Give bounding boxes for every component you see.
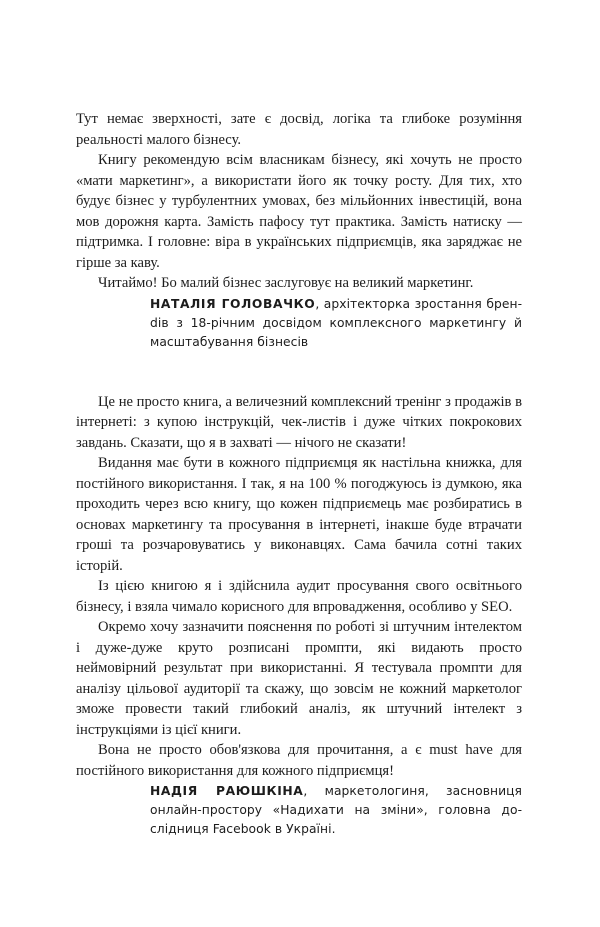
- review1-attribution: [150, 295, 522, 352]
- review2-paragraph-5: Вона не просто обов'язкова для прочитання, а є must have для постійного використання для кожного підприємця!: [76, 742, 522, 779]
- review1-author-name: НАТАЛІЯ ГОЛОВАЧКО: [150, 296, 316, 311]
- review2-paragraph-2: Видання має бути в кожного підприємця як настільна книжка, для постійного використання. І так, я на 100 % погоджуюсь із думкою, яка проходить через всю книгу, що кожен підприємець має розбиратись в основах маркетингу та просування в інтернеті, інакше буде втрачати гроші та розчаровуватись у виконавцях. Сама бачила сотні таких історій.: [76, 455, 522, 574]
- review2-attribution: [150, 782, 522, 839]
- review2-author-description: , маркетологиня, засновниця онлайн-простору «Надихати на зміни», головна дослідниця Facebook в Україні.: [150, 784, 523, 836]
- review2-paragraph-4: Окремо хочу зазначити пояснення по роботі зі штучним інтелектом і дуже-дуже круто розписані промпти, які видають просто неймовірний результат при використанні. Я тестувала промпти для аналізу цільової аудиторії та скажу, що зовсім не кожний маркетолог зможе провести такий глибокий аналіз, як штучний інтелект з інструкціями із цієї книги.: [76, 619, 522, 738]
- review2-paragraph-1: Це не просто книга, а величезний комплексний тренінг з продажів в інтернеті: з купою інструкцій, чек-листів і дуже чітких покрокових завдань. Сказати, що я в захваті — нічого не сказати!: [76, 393, 522, 451]
- text-column: [76, 109, 522, 839]
- review2-paragraph-3: Із цією книгою я і здійснила аудит просування свого освітнього бізнесу, і взяла чимало корисного для впровадження, особливо у SEO.: [76, 578, 522, 615]
- review1-author-description: , архітекторка зростання бренdів з 18-річним досвідом комплексного маркетингу й масштабування бізнесів: [150, 296, 522, 349]
- review1-paragraph-3: Читаймо! Бо малий бізнес заслуговує на великий маркетинг.: [98, 275, 474, 291]
- review-golovachko: [76, 109, 522, 352]
- review-rayushkina: [76, 392, 522, 840]
- review1-paragraph-1: Тут немає зверхності, зате є досвід, логіка та глибоке розуміння реальності малого бізнесу.: [76, 111, 522, 148]
- review2-author-name: НАДІЯ РАЮШКІНА: [150, 784, 304, 798]
- section-spacer: [76, 352, 522, 392]
- review1-paragraph-2: Книгу рекомендую всім власникам бізнесу, які хочуть не просто «мати маркетинг», а використати його як точку росту. Для тих, хто будує бізнес у турбулентних умовах, без мільйонних інвестицій, вона мов дорожня карта. Замість пафосу тут практика. Замість натиску — підтримка. І головне: віра в українських підприємців, яка заряджає не гірше за каву.: [76, 152, 522, 271]
